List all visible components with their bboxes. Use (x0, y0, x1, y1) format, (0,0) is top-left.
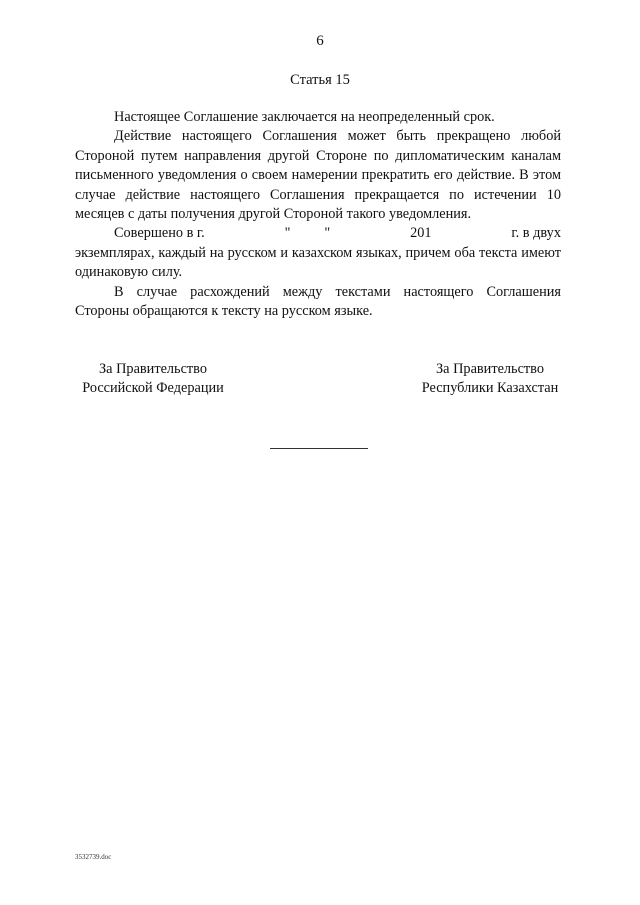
date-quotes (285, 224, 331, 243)
signature-kazakhstan-line1: За Правительство (436, 361, 544, 377)
paragraph-done-line (75, 224, 561, 243)
article-title: Статья 15 (290, 72, 350, 88)
signature-russia-line2: Российской Федерации (82, 380, 224, 396)
page-number: 6 (316, 33, 324, 49)
done-at-text: Совершено в г. (114, 225, 205, 242)
year-text: 201 (410, 225, 432, 242)
end-divider (270, 448, 368, 449)
signature-russia-line1: За Правительство (99, 361, 207, 377)
signature-block-russia (60, 360, 246, 398)
signature-kazakhstan-line2: Республики Казахстан (421, 380, 559, 396)
copies-text: г. в двух (511, 225, 561, 242)
paragraph-termination: Действие настоящего Соглашения может быть прекращено любой Стороной путем направления другой Стороне по дипломатическим каналам письменного уведомления о своем намерении прекратить его действие. В этом случае действие настоящего Соглашения прекращается по истечении 10 месяцев с даты получения другой Стороной такого уведомления. (75, 128, 561, 223)
signature-block-kazakhstan (395, 360, 585, 398)
paragraph-term: Настоящее Соглашение заключается на неопределенный срок. (114, 109, 495, 125)
article-body (75, 108, 561, 321)
footer-filename: 3532739.doc (75, 853, 112, 861)
open-quote: " (284, 225, 291, 242)
paragraph-discrepancies: В случае расхождений между текстами настоящего Соглашения Стороны обращаются к тексту на русском языке. (75, 283, 561, 320)
close-quote: " (324, 225, 331, 242)
paragraph-copies: экземплярах, каждый на русском и казахском языках, причем оба текста имеют одинаковую силу. (75, 244, 561, 281)
